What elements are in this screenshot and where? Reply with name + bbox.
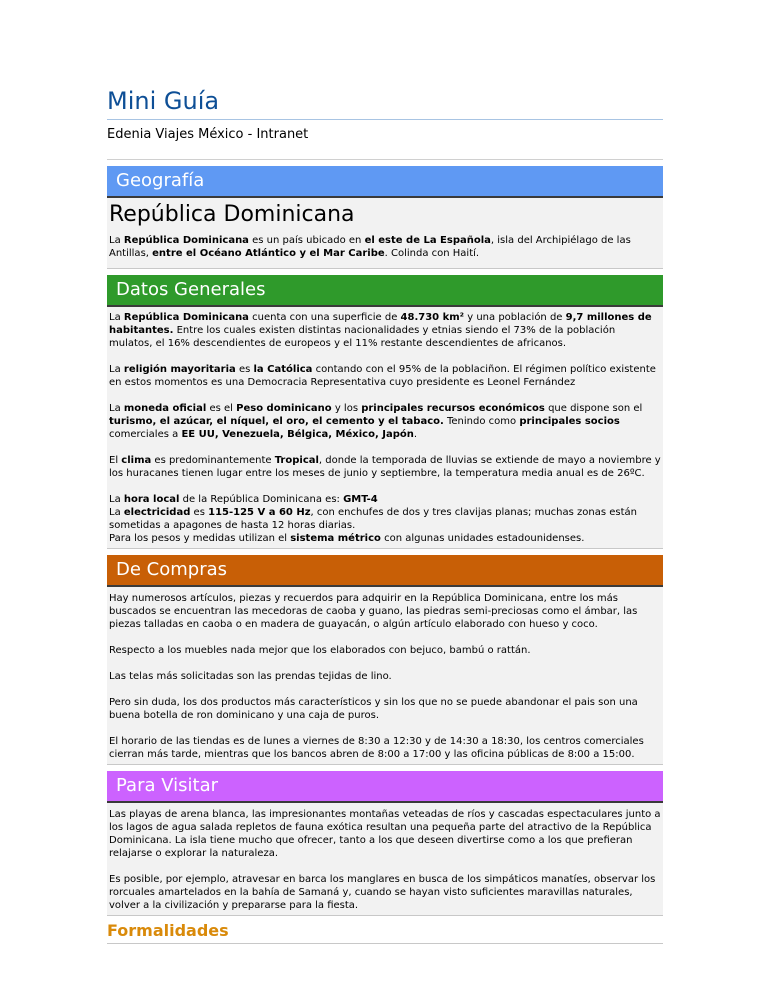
section-header-para-visitar: Para Visitar <box>107 771 663 803</box>
text-run: comerciales a <box>109 429 182 440</box>
text-run: La <box>109 403 124 414</box>
section-divider <box>107 268 663 269</box>
section-header-geografia: Geografía <box>107 166 663 198</box>
bold-text: moneda oficial <box>123 403 207 414</box>
section-divider <box>107 943 663 944</box>
text-run: La <box>109 312 124 323</box>
text-run: contando con el 95% de la poblaciñon. El régimen político existente en estos momentos es una Democracia Representativa cuyo presidente es Leonel Fernández <box>109 364 656 388</box>
text-run: Hay numerosos artículos, piezas y recuerdos para adquirir en la República Dominicana, entre los más buscados se encuentran las mecedoras de caoba y guano, las piedras semi-preciosas como el ámbar, las piezas talladas en caoba o en madera de guayacán, o algún artículo elaborado con hueso y coco. <box>109 593 638 630</box>
compras-paragraph-1 <box>109 592 661 631</box>
section-de-compras <box>107 587 663 764</box>
bold-text: EE UU, Venezuela, Bélgica, México, Japón <box>181 429 414 440</box>
bold-text: hora local <box>123 494 180 505</box>
subtitle-divider <box>107 159 663 160</box>
title-divider <box>107 119 663 120</box>
text-run: es <box>190 507 209 518</box>
country-title: República Dominicana <box>109 202 355 227</box>
bold-text: principales recursos económicos <box>361 403 545 414</box>
datos-paragraph-4 <box>109 454 661 480</box>
bold-text: 115-125 V a 60 Hz <box>208 507 311 518</box>
bold-text: República Dominicana <box>123 235 249 246</box>
text-run: cuenta con una superficie de <box>248 312 401 323</box>
compras-paragraph-3 <box>109 670 661 683</box>
text-run: . Colinda con Haití. <box>384 248 480 259</box>
bold-text: 9,7 millones de habitantes. <box>109 312 652 336</box>
bold-text: República Dominicana <box>123 312 249 323</box>
bold-text: entre el Océano Atlántico y el Mar Caribe <box>152 248 385 259</box>
text-run: es predominantemente <box>151 455 275 466</box>
section-geografia <box>107 198 663 268</box>
section-divider <box>107 915 663 916</box>
text-run: con algunas unidades estadounidenses. <box>380 533 585 544</box>
bold-text: GMT-4 <box>343 494 378 505</box>
text-run: Para los pesos y medidas utilizan el <box>109 533 291 544</box>
text-run: es el <box>206 403 237 414</box>
text-run: El horario de las tiendas es de lunes a viernes de 8:30 a 12:30 y de 14:30 a 18:30, los centros comerciales cierran más tarde, mientras que los bancos abren de 8:00 a 17:00 y las oficina públicas de 8:00 a 15:00. <box>109 736 644 760</box>
geografia-paragraph <box>109 234 661 260</box>
bold-text: principales socios <box>519 416 620 427</box>
text-run: , donde la temporada de lluvias se extiende de mayo a noviembre y los huracanes tienen lugar entre los meses de junio y septiembre, la temperatura media anual es de 26ºC. <box>109 455 661 479</box>
text-run: Las playas de arena blanca, las impresionantes montañas veteadas de ríos y cascadas espectaculares junto a los lagos de agua salada repletos de fauna exótica resultan una pequeña parte del atractivo de la República Dominicana. La isla tiene mucho que ofrecer, tanto a los que deseen divertirse como a los que prefieran relajarse o explorar la naturaleza. <box>109 809 661 859</box>
text-run: . <box>413 429 418 440</box>
datos-paragraph-1 <box>109 311 661 350</box>
bold-text: Peso dominicano <box>236 403 332 414</box>
text-run: El <box>109 455 122 466</box>
text-run: y los <box>331 403 362 414</box>
bold-text: religión mayoritaria <box>123 364 236 375</box>
section-header-formalidades: Formalidades <box>107 921 229 940</box>
datos-paragraph-3 <box>109 402 661 441</box>
text-run: Es posible, por ejemplo, atravesar en barca los manglares en busca de los simpáticos manatíes, observar los rorcuales amartelados en la bahía de Samaná y, cuando se hayan visto suficientes maravillas naturales, volver a la civilización y prepararse para la fiesta. <box>109 874 656 911</box>
text-run: , con enchufes de dos y tres clavijas planas; muchas zonas están sometidas a apagones de hasta 12 horas diarias. <box>109 507 638 531</box>
bold-text: turismo, el azúcar, el níquel, el oro, el cemento y el tabaco. <box>109 416 444 427</box>
page-title: Mini Guía <box>107 87 220 115</box>
text-run: Pero sin duda, los dos productos más característicos y sin los que no se puede abandonar el pais son una buena botella de ron dominicano y una caja de puros. <box>109 697 638 721</box>
compras-paragraph-5 <box>109 735 661 761</box>
bold-text: electricidad <box>123 507 191 518</box>
text-run: , isla del Archipiélago de las Antillas, <box>109 235 631 259</box>
text-run: que dispone son el <box>544 403 643 414</box>
text-run: es <box>235 364 254 375</box>
text-run: Las telas más solicitadas son las prendas tejidas de lino. <box>109 671 392 682</box>
text-run: es un país ubicado en <box>248 235 365 246</box>
section-divider <box>107 548 663 549</box>
page-content <box>107 0 663 944</box>
text-run: La <box>109 364 124 375</box>
page-subtitle: Edenia Viajes México - Intranet <box>107 127 309 142</box>
section-header-datos-generales: Datos Generales <box>107 275 663 307</box>
bold-text: 48.730 km² <box>400 312 465 323</box>
datos-paragraph-2 <box>109 363 661 389</box>
text-run: Entre los cuales existen distintas nacionalidades y etnias siendo el 73% de la población mulatos, el 16% descendientes de europeos y el 11% restante descendientes de africanos. <box>109 325 616 349</box>
bold-text: la Católica <box>253 364 313 375</box>
bold-text: el este de La Española <box>364 235 491 246</box>
visitar-paragraph-2 <box>109 873 661 912</box>
compras-paragraph-4 <box>109 696 661 722</box>
text-run: La <box>109 507 124 518</box>
section-para-visitar <box>107 803 663 915</box>
text-run: La <box>109 494 124 505</box>
text-run: Respecto a los muebles nada mejor que los elaborados con bejuco, bambú o rattán. <box>109 645 531 656</box>
bold-text: Tropical <box>274 455 319 466</box>
text-run: y una población de <box>464 312 566 323</box>
text-run: La <box>109 235 124 246</box>
compras-paragraph-2 <box>109 644 661 657</box>
bold-text: clima <box>121 455 152 466</box>
section-header-de-compras: De Compras <box>107 555 663 587</box>
section-divider <box>107 764 663 765</box>
text-run: de la República Dominicana es: <box>179 494 344 505</box>
section-datos-generales <box>107 307 663 548</box>
text-run: Tenindo como <box>443 416 520 427</box>
visitar-paragraph-1 <box>109 808 661 860</box>
datos-paragraph-5 <box>109 493 661 545</box>
bold-text: sistema métrico <box>290 533 381 544</box>
